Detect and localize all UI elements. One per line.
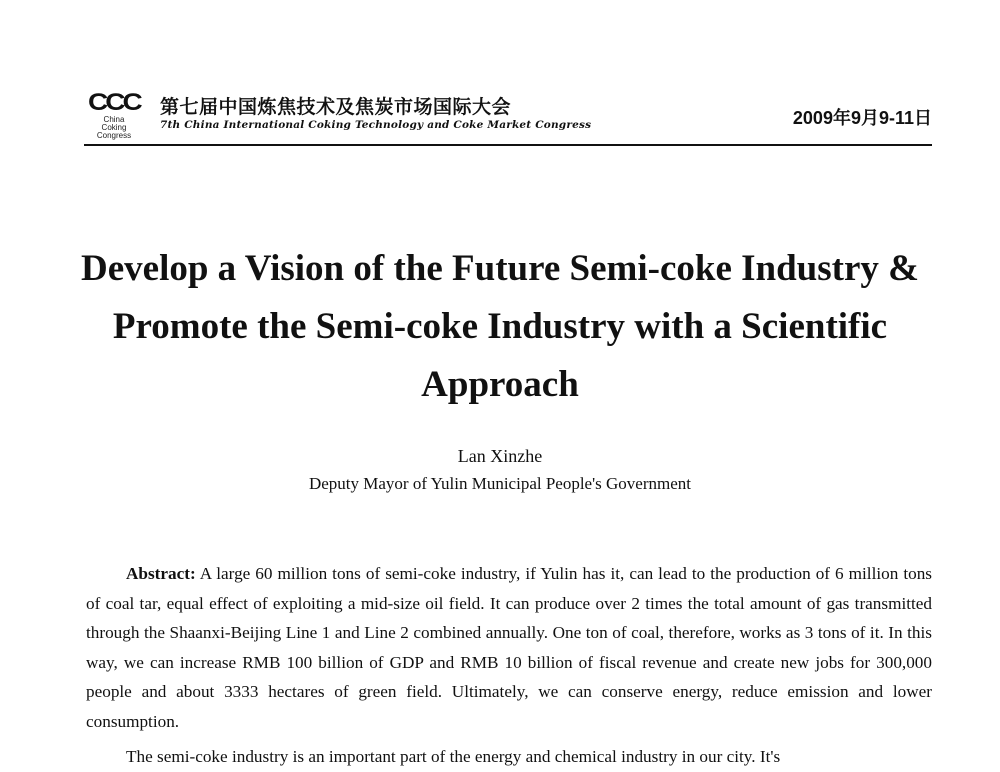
logo-subtext-2: Coking xyxy=(101,123,127,132)
paper-title: Develop a Vision of the Future Semi-coke Industry & Promote the Semi-coke Industry with a Scientific Approach xyxy=(81,248,919,405)
author-name: Lan Xinzhe xyxy=(457,446,543,466)
author-affiliation: Deputy Mayor of Yulin Municipal People's Government xyxy=(308,474,692,493)
conference-name-chinese: 第七届中国炼焦技术及焦炭市场国际大会 xyxy=(160,96,512,118)
abstract-label: Abstract: xyxy=(126,564,196,583)
abstract-text: A large 60 million tons of semi-coke industry, if Yulin has it, can lead to the production of 6 million tons of coal tar, equal effect of exploiting a mid-size oil field. It can produce over 2 times the total amount of gas transmitted through the Shaanxi-Beijing Line 1 and Line 2 combined annually. One ton of coal, therefore, works as 3 tons of it. In this way, we can increase RMB 100 billion of GDP and RMB 10 billion of fiscal revenue and create new jobs for 300,000 people and about 3333 hectares of green field. Ultimately, we can conserve energy, reduce emission and lower consumption. xyxy=(86,564,932,731)
logo-subtext-1: China xyxy=(103,115,125,124)
logo-mark: CCC xyxy=(88,88,140,115)
page-header xyxy=(84,86,932,146)
abstract-paragraph xyxy=(86,559,932,737)
logo-subtext-3: Congress xyxy=(96,131,132,140)
body-paragraph: The semi-coke industry is an important part of the energy and chemical industry in our city. It's xyxy=(126,747,781,766)
conference-name-english: 7th China International Coking Technology and Coke Market Congress xyxy=(160,119,592,131)
congress-logo xyxy=(88,88,140,140)
conference-date: 2009年9月9-11日 xyxy=(792,108,932,128)
